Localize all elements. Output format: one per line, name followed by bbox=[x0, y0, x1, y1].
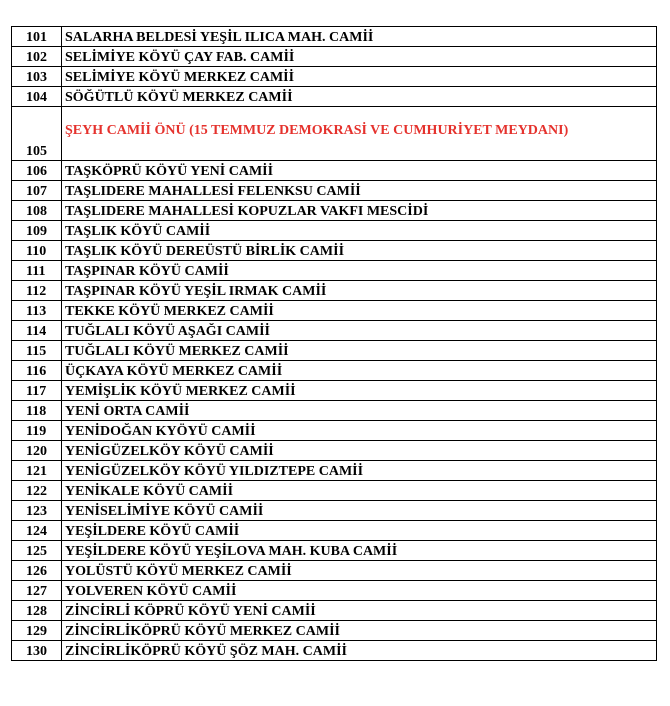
row-number: 114 bbox=[12, 321, 62, 341]
row-name: ZİNCİRLİKÖPRÜ KÖYÜ ŞÖZ MAH. CAMİİ bbox=[62, 641, 657, 661]
table-row bbox=[12, 301, 657, 321]
table-row bbox=[12, 201, 657, 221]
table-row bbox=[12, 281, 657, 301]
table-row bbox=[12, 361, 657, 381]
row-number: 106 bbox=[12, 161, 62, 181]
row-name: YEMİŞLİK KÖYÜ MERKEZ CAMİİ bbox=[62, 381, 657, 401]
row-number: 127 bbox=[12, 581, 62, 601]
table-row bbox=[12, 321, 657, 341]
table-row bbox=[12, 181, 657, 201]
row-number: 112 bbox=[12, 281, 62, 301]
row-number: 111 bbox=[12, 261, 62, 281]
table-row bbox=[12, 401, 657, 421]
mosque-list-table bbox=[11, 26, 657, 661]
table-row bbox=[12, 501, 657, 521]
row-number: 130 bbox=[12, 641, 62, 661]
table-row bbox=[12, 561, 657, 581]
row-number: 128 bbox=[12, 601, 62, 621]
row-name: YENİKALE KÖYÜ CAMİİ bbox=[62, 481, 657, 501]
table-row bbox=[12, 261, 657, 281]
row-name: SELİMİYE KÖYÜ MERKEZ CAMİİ bbox=[62, 67, 657, 87]
row-number: 119 bbox=[12, 421, 62, 441]
row-number: 107 bbox=[12, 181, 62, 201]
row-name: TAŞLIDERE MAHALLESİ FELENKSU CAMİİ bbox=[62, 181, 657, 201]
row-name: ÜÇKAYA KÖYÜ MERKEZ CAMİİ bbox=[62, 361, 657, 381]
table-row bbox=[12, 461, 657, 481]
row-name: YOLVEREN KÖYÜ CAMİİ bbox=[62, 581, 657, 601]
row-number: 126 bbox=[12, 561, 62, 581]
table-row bbox=[12, 441, 657, 461]
row-number: 129 bbox=[12, 621, 62, 641]
table-row bbox=[12, 47, 657, 67]
table-row bbox=[12, 381, 657, 401]
table-row bbox=[12, 241, 657, 261]
row-name: SELİMİYE KÖYÜ ÇAY FAB. CAMİİ bbox=[62, 47, 657, 67]
row-number: 109 bbox=[12, 221, 62, 241]
table-row bbox=[12, 221, 657, 241]
mosque-list-body bbox=[12, 27, 657, 661]
table-row bbox=[12, 27, 657, 47]
row-number: 116 bbox=[12, 361, 62, 381]
row-name: SÖĞÜTLÜ KÖYÜ MERKEZ CAMİİ bbox=[62, 87, 657, 107]
row-number: 120 bbox=[12, 441, 62, 461]
table-row bbox=[12, 581, 657, 601]
row-name: YENİGÜZELKÖY KÖYÜ CAMİİ bbox=[62, 441, 657, 461]
row-number: 108 bbox=[12, 201, 62, 221]
row-name: TAŞPINAR KÖYÜ YEŞİL IRMAK CAMİİ bbox=[62, 281, 657, 301]
table-row bbox=[12, 481, 657, 501]
row-name: YEŞİLDERE KÖYÜ YEŞİLOVA MAH. KUBA CAMİİ bbox=[62, 541, 657, 561]
row-name: YOLÜSTÜ KÖYÜ MERKEZ CAMİİ bbox=[62, 561, 657, 581]
row-number: 102 bbox=[12, 47, 62, 67]
row-name: ZİNCİRLİ KÖPRÜ KÖYÜ YENİ CAMİİ bbox=[62, 601, 657, 621]
row-name: TAŞKÖPRÜ KÖYÜ YENİ CAMİİ bbox=[62, 161, 657, 181]
row-name: TAŞLIK KÖYÜ DEREÜSTÜ BİRLİK CAMİİ bbox=[62, 241, 657, 261]
row-number: 118 bbox=[12, 401, 62, 421]
row-number: 122 bbox=[12, 481, 62, 501]
row-number: 115 bbox=[12, 341, 62, 361]
row-name: TUĞLALI KÖYÜ MERKEZ CAMİİ bbox=[62, 341, 657, 361]
row-name: TEKKE KÖYÜ MERKEZ CAMİİ bbox=[62, 301, 657, 321]
row-name: YENİDOĞAN KYÖYÜ CAMİİ bbox=[62, 421, 657, 441]
row-name: YEŞİLDERE KÖYÜ CAMİİ bbox=[62, 521, 657, 541]
row-number: 103 bbox=[12, 67, 62, 87]
table-row bbox=[12, 601, 657, 621]
row-name: ZİNCİRLİKÖPRÜ KÖYÜ MERKEZ CAMİİ bbox=[62, 621, 657, 641]
row-name: TUĞLALI KÖYÜ AŞAĞI CAMİİ bbox=[62, 321, 657, 341]
row-name: YENİGÜZELKÖY KÖYÜ YILDIZTEPE CAMİİ bbox=[62, 461, 657, 481]
row-name: YENİSELİMİYE KÖYÜ CAMİİ bbox=[62, 501, 657, 521]
row-name: TAŞLIDERE MAHALLESİ KOPUZLAR VAKFI MESCİDİ bbox=[62, 201, 657, 221]
row-number: 124 bbox=[12, 521, 62, 541]
row-name: TAŞPINAR KÖYÜ CAMİİ bbox=[62, 261, 657, 281]
row-number: 110 bbox=[12, 241, 62, 261]
table-row bbox=[12, 341, 657, 361]
table-row bbox=[12, 87, 657, 107]
table-row bbox=[12, 67, 657, 87]
table-row-highlighted bbox=[12, 107, 657, 161]
row-number: 117 bbox=[12, 381, 62, 401]
row-number: 101 bbox=[12, 27, 62, 47]
row-number: 121 bbox=[12, 461, 62, 481]
row-name-highlighted: ŞEYH CAMİİ ÖNÜ (15 TEMMUZ DEMOKRASİ VE CUMHURİYET MEYDANI) bbox=[62, 107, 657, 161]
row-name: SALARHA BELDESİ YEŞİL ILICA MAH. CAMİİ bbox=[62, 27, 657, 47]
table-row bbox=[12, 421, 657, 441]
table-row bbox=[12, 161, 657, 181]
row-number: 113 bbox=[12, 301, 62, 321]
row-number: 125 bbox=[12, 541, 62, 561]
row-name: YENİ ORTA CAMİİ bbox=[62, 401, 657, 421]
row-number: 104 bbox=[12, 87, 62, 107]
row-number: 105 bbox=[12, 107, 62, 161]
table-row bbox=[12, 641, 657, 661]
table-row bbox=[12, 541, 657, 561]
row-number: 123 bbox=[12, 501, 62, 521]
row-name: TAŞLIK KÖYÜ CAMİİ bbox=[62, 221, 657, 241]
table-row bbox=[12, 521, 657, 541]
table-row bbox=[12, 621, 657, 641]
